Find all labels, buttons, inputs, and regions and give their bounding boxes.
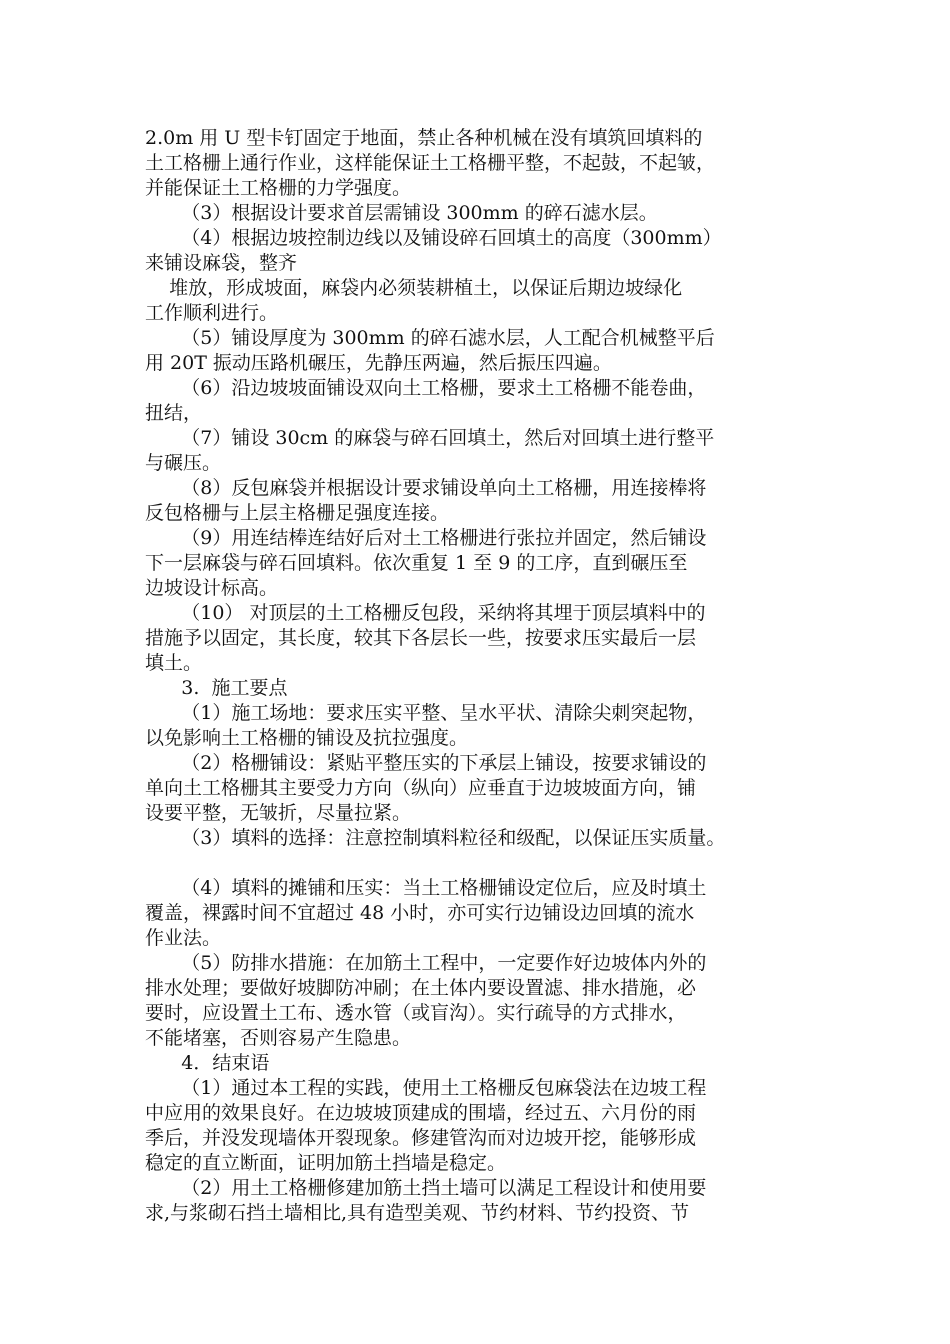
section-heading: 3. 施工要点 (145, 677, 288, 699)
text-line: 填土。 (145, 652, 203, 674)
text-line: 排水处理；要做好坡脚防冲刷；在土体内要设置滤、排水措施，必 (145, 977, 697, 999)
text-line: （6）沿边坡坡面铺设双向土工格栅，要求土工格栅不能卷曲， (145, 377, 707, 399)
blank-line (145, 851, 825, 876)
text-line: （4）根据边坡控制边线以及铺设碎石回填土的高度（300mm） (145, 227, 722, 249)
text-line: 来铺设麻袋，整齐 (145, 252, 298, 274)
text-line: 覆盖，裸露时间不宜超过 48 小时，亦可实行边铺设边回填的流水 (145, 902, 695, 924)
text-line: 求,与浆砌石挡土墙相比,具有造型美观、节约材料、节约投资、节 (145, 1202, 690, 1224)
text-line: （7）铺设 30cm 的麻袋与碎石回填土，然后对回填土进行整平 (145, 427, 715, 449)
text-line: 下一层麻袋与碎石回填料。依次重复 1 至 9 的工序，直到碾压至 (145, 552, 688, 574)
text-line: 工作顺利进行。 (145, 302, 279, 324)
text-line: 用 20T 振动压路机碾压，先静压两遍，然后振压四遍。 (145, 352, 612, 374)
text-line: 堆放，形成坡面，麻袋内必须装耕植土，以保证后期边坡绿化 (145, 277, 683, 299)
text-line: （5）铺设厚度为 300mm 的碎石滤水层，人工配合机械整平后 (145, 327, 715, 349)
section-heading: 4．结束语 (145, 1052, 270, 1074)
text-line: 单向土工格栅其主要受力方向（纵向）应垂直于边坡坡面方向，铺 (145, 777, 697, 799)
text-line: 扭结， (145, 402, 203, 424)
text-line: 作业法。 (145, 927, 222, 949)
text-line: （3）根据设计要求首层需铺设 300mm 的碎石滤水层。 (145, 202, 658, 224)
text-line: 稳定的直立断面，证明加筋土挡墙是稳定。 (145, 1152, 507, 1174)
text-line: 不能堵塞，否则容易产生隐患。 (145, 1027, 412, 1049)
text-line: （10） 对顶层的土工格栅反包段，采纳将其埋于顶层填料中的 (145, 602, 706, 624)
text-line: （8）反包麻袋并根据设计要求铺设单向土工格栅，用连接棒将 (145, 477, 707, 499)
text-line: （2）格栅铺设：紧贴平整压实的下承层上铺设，按要求铺设的 (145, 752, 707, 774)
text-line: （4）填料的摊铺和压实：当土工格栅铺设定位后，应及时填土 (145, 877, 707, 899)
text-line: 设要平整，无皱折，尽量拉紧。 (145, 802, 412, 824)
text-line: （3）填料的选择：注意控制填料粒径和级配，以保证压实质量。 (145, 827, 726, 849)
text-line: （9）用连结棒连结好后对土工格栅进行张拉并固定，然后铺设 (145, 527, 707, 549)
text-line: 2.0m 用 U 型卡钉固定于地面，禁止各种机械在没有填筑回填料的 (145, 127, 703, 149)
text-line: 季后，并没发现墙体开裂现象。修建管沟而对边坡开挖，能够形成 (145, 1127, 697, 1149)
body-text (145, 126, 825, 1226)
text-line: 与碾压。 (145, 452, 222, 474)
text-line: （1）施工场地：要求压实平整、呈水平状、清除尖刺突起物， (145, 702, 707, 724)
text-line: 并能保证土工格栅的力学强度。 (145, 177, 412, 199)
text-line: 中应用的效果良好。在边坡坡顶建成的围墙，经过五、六月份的雨 (145, 1102, 697, 1124)
text-line: 土工格栅上通行作业，这样能保证土工格栅平整，不起鼓，不起皱， (145, 152, 716, 174)
text-line: 以免影响土工格栅的铺设及抗拉强度。 (145, 727, 469, 749)
text-line: 措施予以固定，其长度，较其下各层长一些，按要求压实最后一层 (145, 627, 697, 649)
text-line: （2）用土工格栅修建加筋土挡土墙可以满足工程设计和使用要 (145, 1177, 707, 1199)
text-line: 反包格栅与上层主格栅足强度连接。 (145, 502, 450, 524)
text-line: （1）通过本工程的实践，使用土工格栅反包麻袋法在边坡工程 (145, 1077, 707, 1099)
text-line: 要时，应设置土工布、透水管（或盲沟）。实行疏导的方式排水， (145, 1002, 687, 1024)
text-line: （5）防排水措施：在加筋土工程中，一定要作好边坡体内外的 (145, 952, 707, 974)
text-line: 边坡设计标高。 (145, 577, 279, 599)
